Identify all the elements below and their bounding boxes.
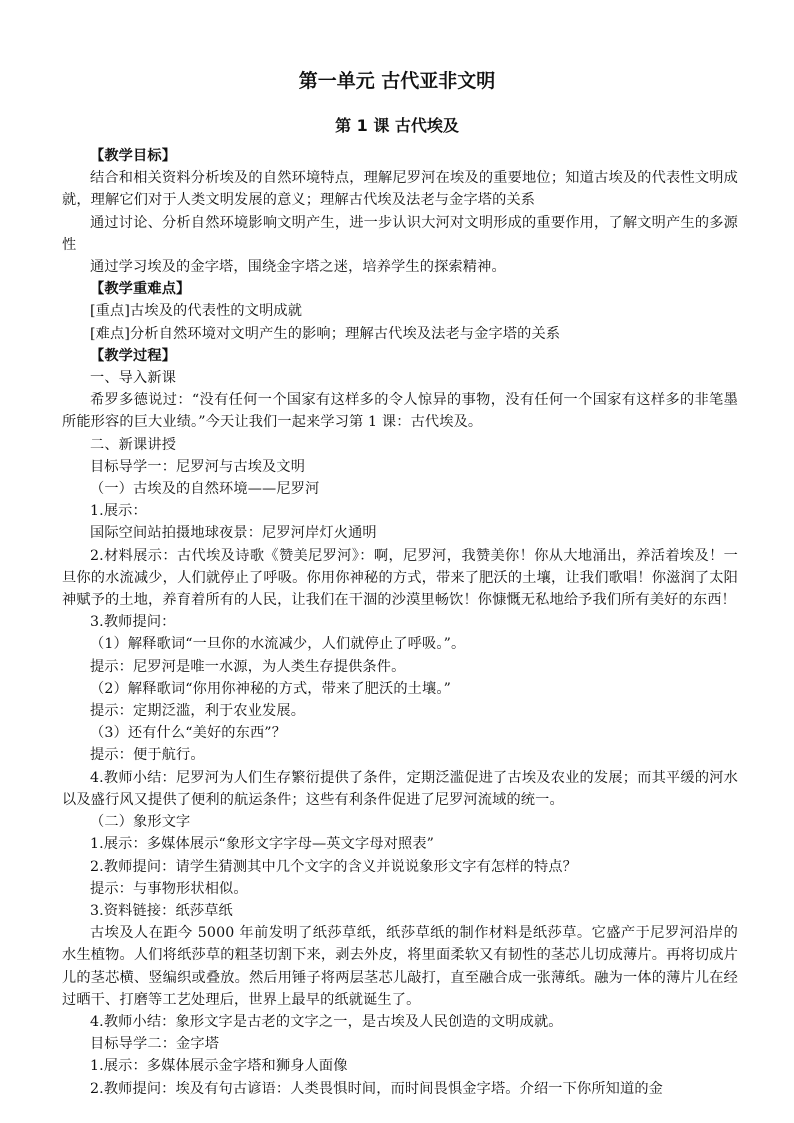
paragraph: 提示：便于航行。	[90, 747, 205, 764]
paragraph: 3.资料链接：纸莎草纸	[90, 902, 233, 919]
paragraph: 二、新课讲授	[90, 436, 177, 453]
paragraph: 【教学重难点】	[90, 281, 191, 298]
paragraph: 1.展示：	[90, 503, 147, 520]
paragraph: 4.教师小结：象形文字是古老的文字之一，是古埃及人民创造的文明成就。	[90, 1013, 563, 1030]
paragraph: 提示：定期泛滥，利于农业发展。	[90, 703, 306, 720]
paragraph: （2）解释歌词“你用你神秘的方式，带来了肥沃的土壤。”	[90, 680, 451, 697]
paragraph: 提示：与事物形状相似。	[90, 880, 248, 897]
paragraph: 通过学习埃及的金字塔，围绕金字塔之迷，培养学生的探索精神。	[90, 259, 506, 276]
paragraph: （3）还有什么“美好的东西”？	[90, 725, 287, 742]
paragraph: 目标导学一：尼罗河与古埃及文明	[90, 458, 306, 475]
paragraph: 1.展示：多媒体展示“象形文字字母—英文字母对照表”	[90, 836, 435, 853]
paragraph: 提示：尼罗河是唯一水源，为人类生存提供条件。	[90, 658, 406, 675]
paragraph: 【教学目标】	[90, 148, 177, 164]
paragraph: 2.教师提问：请学生猜测其中几个文字的含义并说说象形文字有怎样的特点？	[90, 858, 577, 875]
paragraph: 国际空间站拍摄地球夜景：尼罗河岸灯火通明	[90, 525, 377, 542]
paragraph: 【教学过程】	[90, 347, 177, 364]
paragraph: 古埃及人在距今 5000 年前发明了纸莎草纸，纸莎草纸的制作材料是纸莎草。它盛产于尼罗河沿岸的水生植物。人们将纸莎草的粗茎切割下来，剥去外皮，将里面柔软又有韧性的茎芯儿切成薄片。再将切成片儿的茎芯横、竖编织或叠放。然后用锤子将两层茎芯儿敲打，直至融合成一张薄纸。融为一体的薄片儿在经过晒干、打磨等工艺处理后，世界上最早的纸就诞生了。	[62, 925, 738, 1008]
paragraph: 2.教师提问：埃及有句古谚语：人类畏惧时间，而时间畏惧金字塔。介绍一下你所知道的金	[90, 1080, 664, 1097]
paragraph: （1）解释歌词“一旦你的水流减少，人们就停止了呼吸。”。	[90, 636, 466, 653]
unit-title: 第一单元 古代亚非文明	[298, 70, 496, 92]
paragraph: 3.教师提问：	[90, 614, 176, 631]
paragraph: 一、导入新课	[90, 370, 177, 387]
paragraph: 希罗多德说过：“没有任何一个国家有这样多的令人惊异的事物，没有任何一个国家有这样多的非笔墨所能形容的巨大业绩。”今天让我们一起来学习第 1 课：古代埃及。	[62, 392, 738, 431]
paragraph: [难点]分析自然环境对文明产生的影响；理解古代埃及法老与金字塔的关系	[90, 325, 561, 342]
paragraph: 4.教师小结：尼罗河为人们生存繁衍提供了条件，定期泛滥促进了古埃及农业的发展；而其平缓的河水以及盛行风又提供了便利的航运条件；这些有利条件促进了尼罗河流域的统一。	[62, 769, 738, 808]
lesson-body	[62, 145, 738, 1100]
paragraph: （一）古埃及的自然环境——尼罗河	[90, 481, 320, 498]
paragraph: 目标导学二：金字塔	[90, 1036, 220, 1053]
paragraph: 通过讨论、分析自然环境影响文明产生，进一步认识大河对文明形成的重要作用，了解文明产生的多源性	[62, 214, 738, 253]
lesson-title: 第 1 课 古代埃及	[335, 116, 459, 135]
paragraph: [重点]古埃及的代表性的文明成就	[90, 303, 303, 320]
paragraph: 1.展示：多媒体展示金字塔和狮身人面像	[90, 1058, 348, 1075]
paragraph: （二）象形文字	[90, 814, 191, 831]
paragraph: 结合和相关资料分析埃及的自然环境特点，理解尼罗河在埃及的重要地位；知道古埃及的代表性文明成就，理解它们对于人类文明发展的意义；理解古代埃及法老与金字塔的关系	[62, 170, 738, 209]
paragraph: 2.材料展示：古代埃及诗歌《赞美尼罗河》：啊，尼罗河，我赞美你！你从大地涌出，养活着埃及！一旦你的水流减少，人们就停止了呼吸。你用你神秘的方式，带来了肥沃的土壤，让我们歌唱！你滋润了太阳神赋予的土地，养育着所有的人民，让我们在干涸的沙漠里畅饮！你慷慨无私地给予我们所有美好的东西！	[62, 547, 738, 609]
